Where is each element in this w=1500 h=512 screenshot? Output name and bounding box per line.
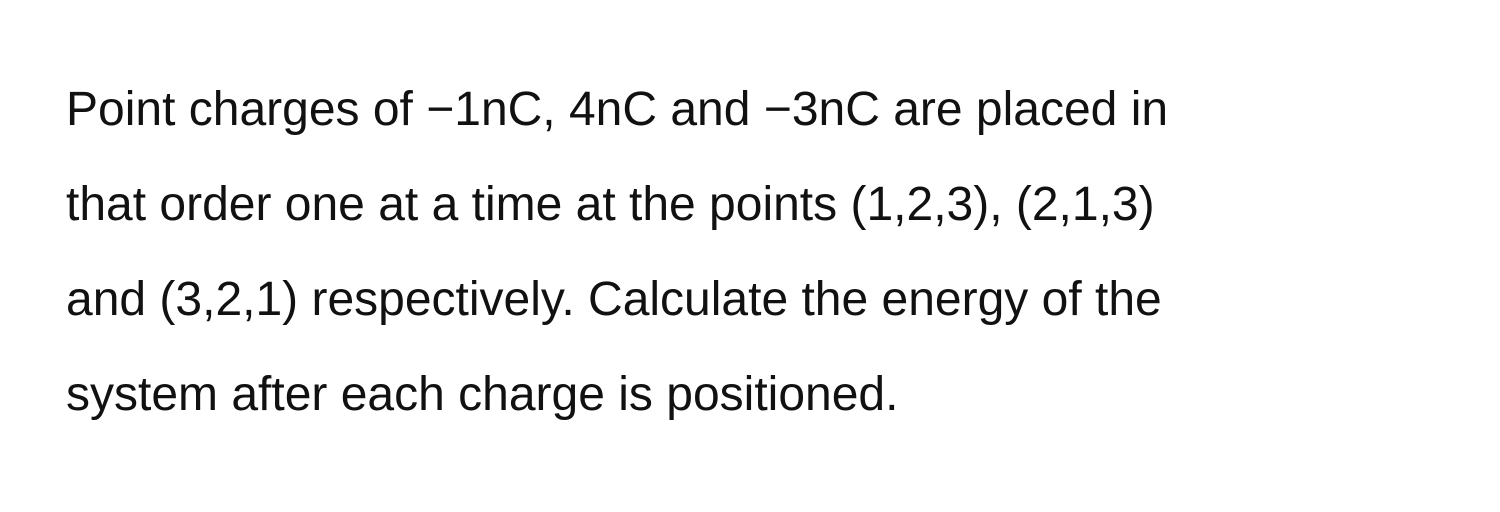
- question-line-1: Point charges of −1nC, 4nC and −3nC are placed in: [66, 83, 1169, 136]
- question-line-4: system after each charge is positioned.: [66, 368, 899, 421]
- question-text: [66, 83, 1466, 421]
- question-line-2: that order one at a time at the points (1,2,3), (2,1,3): [66, 178, 1155, 231]
- question-line-3: and (3,2,1) respectively. Calculate the energy of the: [66, 273, 1162, 326]
